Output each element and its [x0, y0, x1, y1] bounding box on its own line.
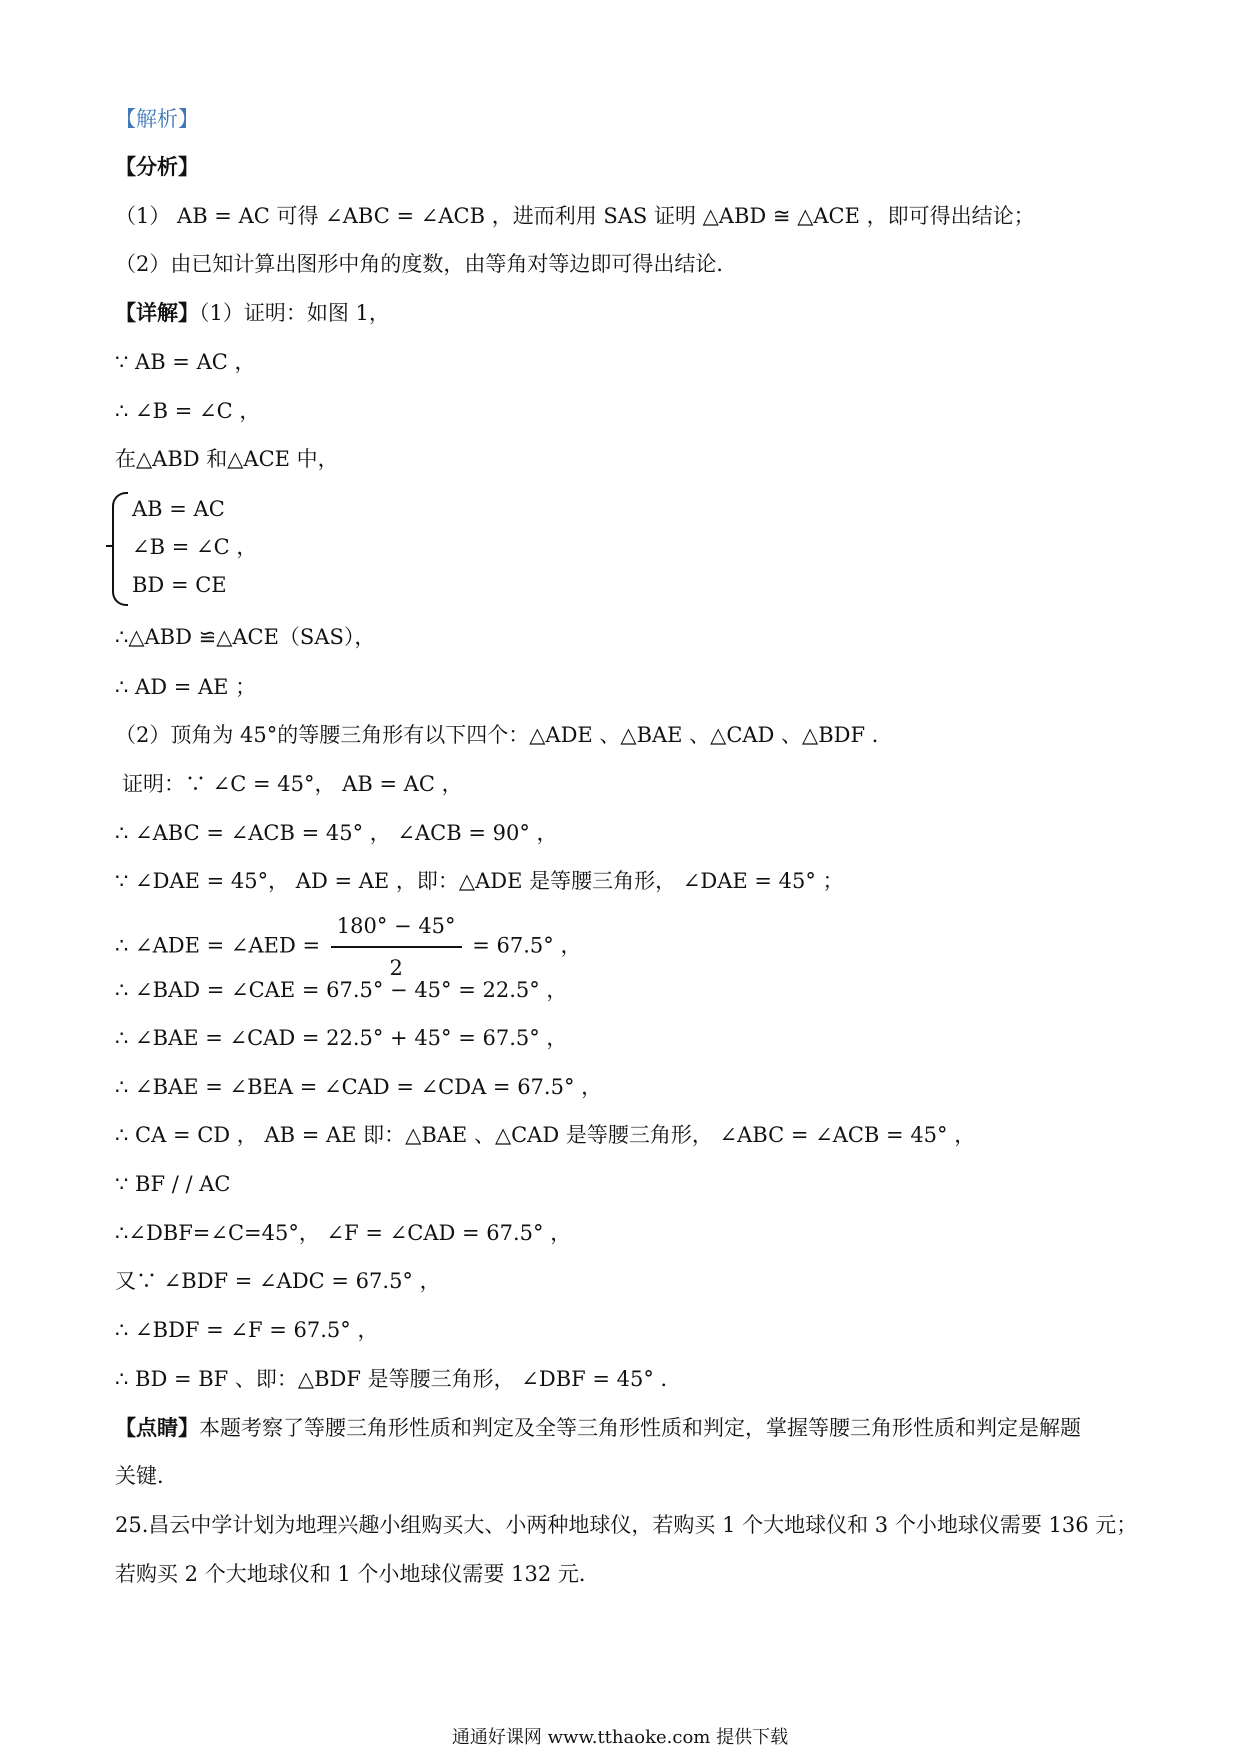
- comment-text: 本题考察了等腰三角形性质和判定及全等三角形性质和判定，掌握等腰三角形性质和判定是解题: [199, 1416, 1081, 1440]
- proof-line-15: ∴ ∠BAE = ∠CAD = 22.5° + 45° = 67.5° ，: [115, 1026, 568, 1050]
- detail-line: [115, 298, 1140, 328]
- fraction-suffix: = 67.5° ，: [472, 933, 582, 958]
- fraction-prefix: ∴ ∠ADE = ∠AED =: [115, 933, 321, 958]
- proof-line-22: ∴ BD = BF 、即：△BDF 是等腰三角形， ∠DBF = 45° ．: [115, 1367, 682, 1391]
- system-eq-3: BD = CE: [132, 573, 227, 597]
- proof-line-20: 又∵ ∠BDF = ∠ADC = 67.5° ，: [115, 1269, 441, 1293]
- proof-line-6: 在△ABD 和△ACE 中，: [115, 447, 339, 471]
- proof-line-17: ∴ CA = CD ， AB = AE 即：△BAE 、△CAD 是等腰三角形， ∠ABC = ∠ACB = 45° ，: [115, 1123, 976, 1147]
- proof-line-4: ∵ AB = AC ，: [115, 350, 256, 374]
- analysis-heading: 【解析】: [115, 107, 199, 131]
- proof-line-14: ∴ ∠BAD = ∠CAE = 67.5° − 45° = 22.5° ，: [115, 978, 568, 1002]
- proof-line-16: ∴ ∠BAE = ∠BEA = ∠CAD = ∠CDA = 67.5° ，: [115, 1075, 603, 1099]
- analysis-line-1: （1） AB = AC 可得 ∠ABC = ∠ACB ，进而利用 SAS 证明 △ABD ≅ △ACE ，即可得出结论；: [115, 204, 1035, 228]
- system-brace-tip: [106, 545, 114, 547]
- fenxi-heading: 【分析】: [115, 154, 199, 179]
- comment-line-2: 关键．: [115, 1464, 178, 1488]
- proof-line-19: ∴∠DBF=∠C=45°， ∠F = ∠CAD = 67.5° ，: [115, 1221, 572, 1245]
- system-eq-1: AB = AC: [132, 497, 225, 521]
- comment-line-1: [115, 1413, 1140, 1443]
- proof-line-9: （2）顶角为 45°的等腰三角形有以下四个：△ADE 、△BAE 、△CAD 、△BDF ．: [115, 723, 893, 747]
- footer-credit: 通通好课网 www.tthaoke.com 提供下载: [451, 1727, 789, 1748]
- fraction-denominator: 2: [389, 956, 403, 980]
- proof-line-18: ∵ BF / / AC: [115, 1172, 231, 1196]
- proof-line-8: ∴ AD = AE ；: [115, 675, 257, 699]
- proof-line-11: ∴ ∠ABC = ∠ACB = 45° ， ∠ACB = 90° ，: [115, 821, 558, 845]
- proof-line-10: 证明：∵ ∠C = 45°， AB = AC ，: [122, 772, 463, 796]
- system-eq-2: ∠B = ∠C ，: [132, 535, 258, 559]
- detail-heading: 【详解】: [115, 300, 199, 325]
- system-brace: [112, 492, 128, 606]
- analysis-line-2: （2）由已知计算出图形中角的度数，由等角对等边即可得出结论．: [115, 252, 738, 276]
- proof-line-7: ∴△ABD ≌△ACE（SAS），: [115, 625, 376, 649]
- question-25-line-1: 25.昌云中学计划为地理兴趣小组购买大、小两种地球仪，若购买 1 个大地球仪和 3 个小地球仪需要 136 元；: [115, 1513, 1138, 1537]
- comment-heading: 【点睛】: [115, 1415, 199, 1440]
- detail-text: （1）证明：如图 1，: [199, 301, 390, 325]
- proof-line-21: ∴ ∠BDF = ∠F = 67.5° ，: [115, 1318, 379, 1342]
- fraction-numerator: 180° − 45°: [331, 908, 462, 948]
- proof-line-5: ∴ ∠B = ∠C ，: [115, 399, 261, 423]
- proof-line-12: ∵ ∠DAE = 45°， AD = AE ，即：△ADE 是等腰三角形， ∠DAE = 45° ；: [115, 869, 844, 893]
- question-25-line-2: 若购买 2 个大地球仪和 1 个小地球仪需要 132 元．: [115, 1562, 600, 1586]
